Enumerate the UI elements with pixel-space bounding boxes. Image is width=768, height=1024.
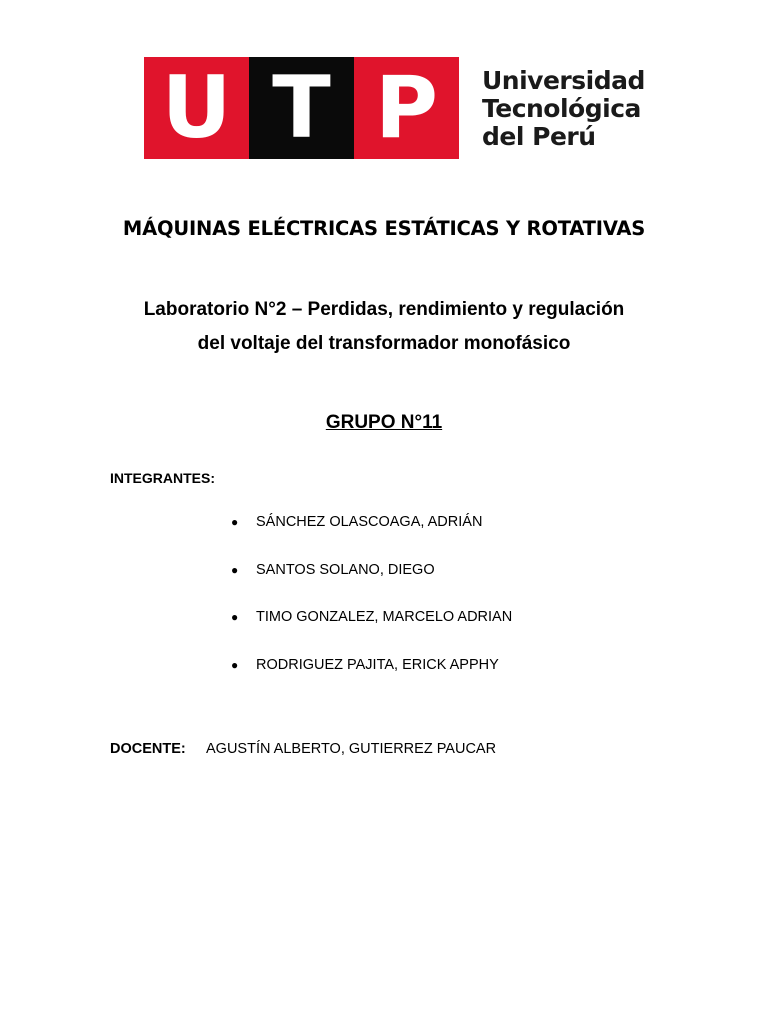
logo-letter-p: P <box>354 57 459 159</box>
member-name: SÁNCHEZ OLASCOAGA, ADRIÁN <box>256 514 483 530</box>
list-item <box>231 560 512 608</box>
logo-name-line: Tecnológica <box>482 94 641 123</box>
course-title: MÁQUINAS ELÉCTRICAS ESTÁTICAS Y ROTATIVAS <box>122 217 646 240</box>
list-item <box>231 655 512 703</box>
logo-name-line: Universidad <box>482 66 645 95</box>
logo-letter-u: U <box>144 57 249 159</box>
bullet-icon: ● <box>231 610 239 624</box>
lab-title-line: del voltaje del transformador monofásico <box>197 333 571 354</box>
utp-logo <box>144 57 645 159</box>
teacher-name: AGUSTÍN ALBERTO, GUTIERREZ PAUCAR <box>206 741 497 757</box>
teacher-line <box>110 741 496 757</box>
member-name: TIMO GONZALEZ, MARCELO ADRIAN <box>256 609 513 625</box>
lab-title <box>0 293 768 361</box>
list-item <box>231 607 512 655</box>
members-list <box>231 512 512 702</box>
members-label: INTEGRANTES: <box>110 470 215 486</box>
logo-name-line: del Perú <box>482 122 596 151</box>
member-name: RODRIGUEZ PAJITA, ERICK APPHY <box>256 656 499 673</box>
bullet-icon: ● <box>231 657 239 672</box>
logo-university-name <box>482 67 645 151</box>
member-name: SANTOS SOLANO, DIEGO <box>256 561 435 578</box>
bullet-icon: ● <box>231 562 239 577</box>
lab-title-line: Laboratorio N°2 – Perdidas, rendimiento y regulación <box>143 299 625 320</box>
bullet-icon: ● <box>231 515 239 529</box>
list-item <box>231 512 512 560</box>
logo-letter-t: T <box>249 57 354 159</box>
group-title: GRUPO N°11 <box>325 412 443 433</box>
teacher-label: DOCENTE: <box>110 741 186 757</box>
